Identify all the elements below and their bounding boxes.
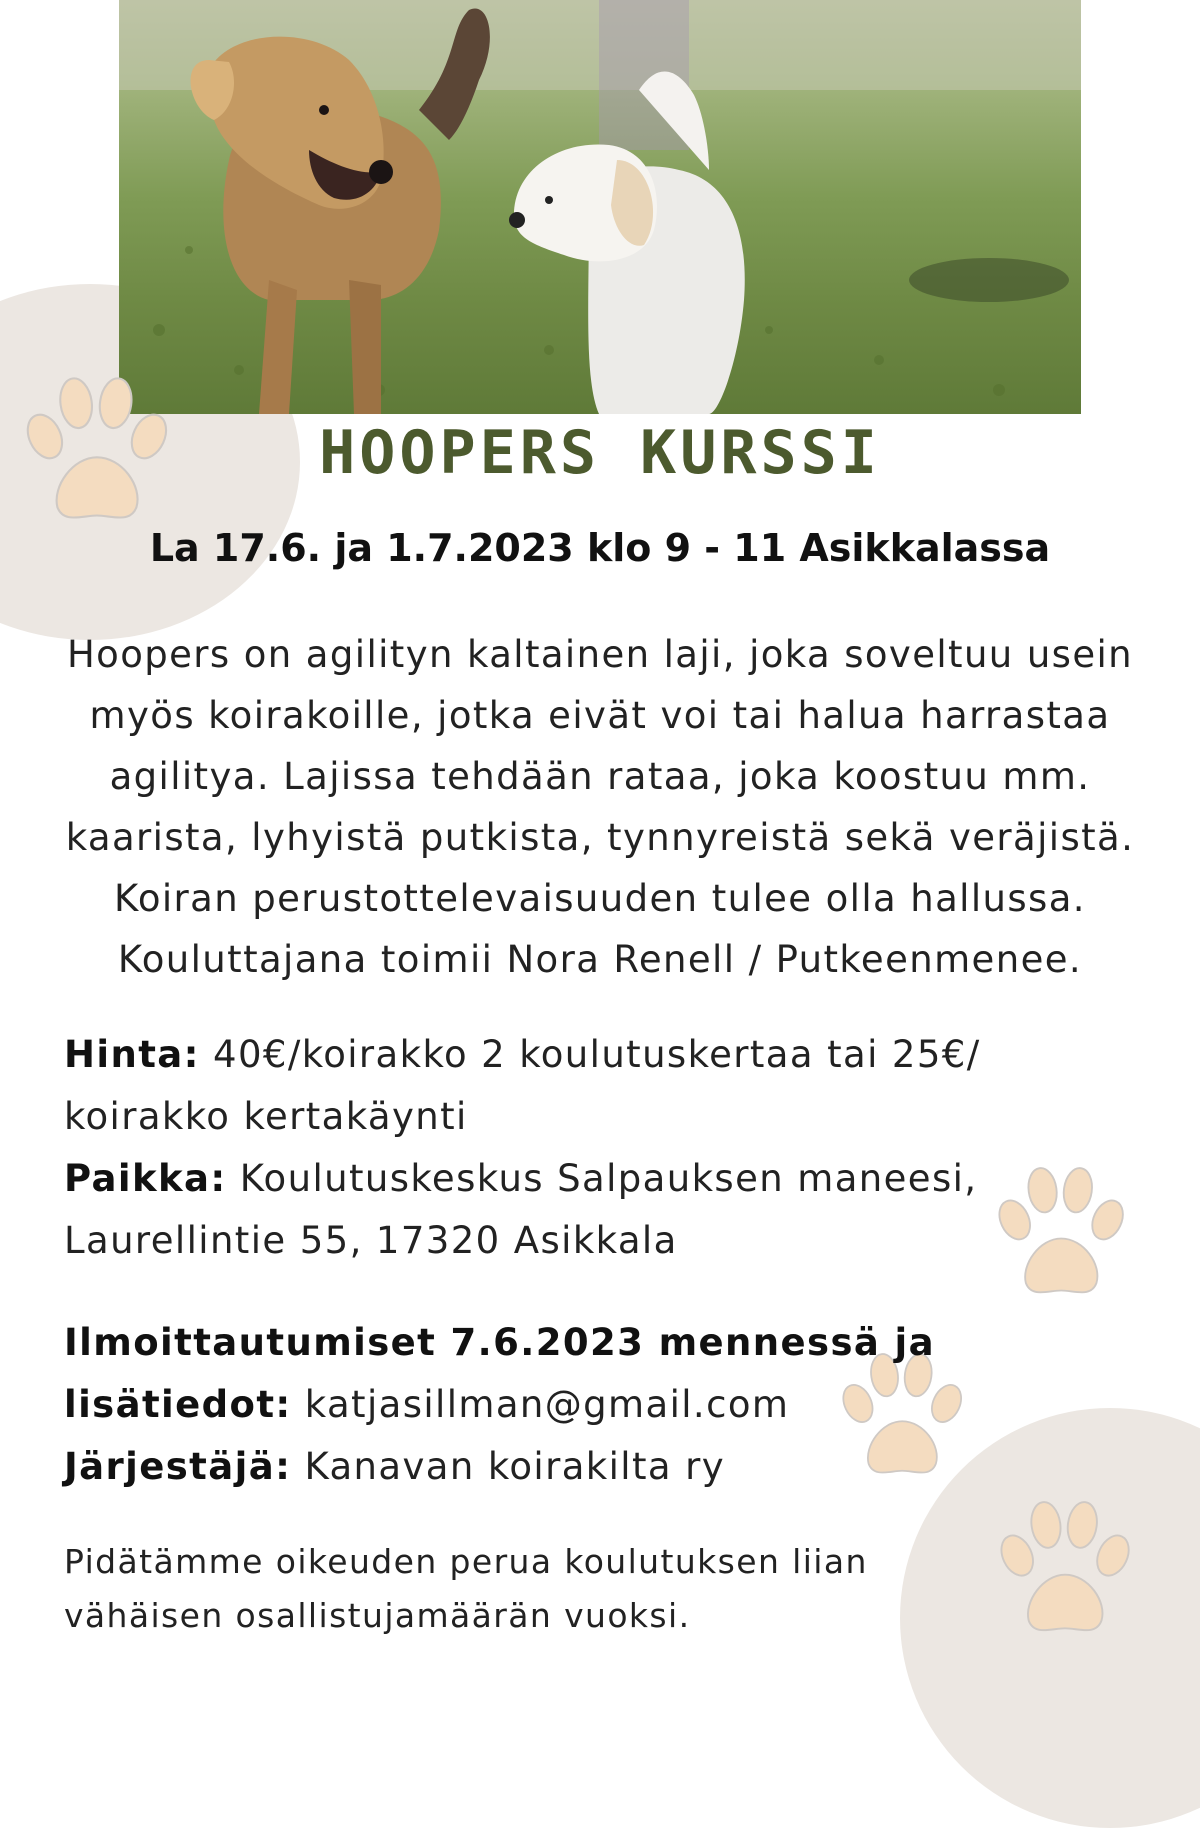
course-description (30, 624, 1170, 990)
price-line (64, 1024, 1064, 1086)
registration-line (64, 1312, 1064, 1374)
contact-email[interactable]: katjasillman@gmail.com (304, 1383, 790, 1426)
place-line (64, 1148, 1064, 1210)
page-title: HOOPERS KURSSI (319, 418, 881, 488)
contact-line (64, 1374, 1064, 1436)
organizer-label: Järjestäjä: (64, 1445, 292, 1488)
event-date-line: La 17.6. ja 1.7.2023 klo 9 - 11 Asikkalassa (149, 526, 1051, 570)
price-and-place (64, 1024, 1064, 1272)
note-line: Pidätämme oikeuden perua koulutuksen liian (64, 1542, 868, 1581)
price-label: Hinta: (64, 1033, 200, 1076)
description-line: kaarista, lyhyistä putkista, tynnyreistä sekä veräjistä. (65, 816, 1135, 859)
price-line-2: koirakko kertakäynti (64, 1095, 468, 1138)
registration-info (64, 1312, 1064, 1498)
cancellation-note (64, 1535, 964, 1643)
description-line: agilitya. Lajissa tehdään rataa, joka koostuu mm. (109, 755, 1091, 798)
contact-label: lisätiedot: (64, 1383, 292, 1426)
organizer-line (64, 1436, 1064, 1498)
note-line: vähäisen osallistujamäärän vuoksi. (64, 1596, 691, 1635)
place-label: Paikka: (64, 1157, 227, 1200)
description-line: Koiran perustottelevaisuuden tulee olla hallussa. (114, 877, 1086, 920)
place-text: Koulutuskeskus Salpauksen maneesi, (239, 1157, 978, 1200)
price-text: 40€/koirakko 2 koulutuskertaa tai 25€/ (213, 1033, 981, 1076)
dogs-photo (119, 0, 1081, 414)
description-line: Hoopers on agilityn kaltainen laji, joka soveltuu usein (66, 633, 1134, 676)
registration-deadline: Ilmoittautumiset 7.6.2023 mennessä ja (64, 1321, 935, 1364)
paw-print-icon (1000, 1495, 1134, 1641)
description-line: Kouluttajana toimii Nora Renell / Putkeenmenee. (117, 938, 1083, 981)
organizer-name: Kanavan koirakilta ry (304, 1445, 726, 1488)
description-line: myös koirakoille, jotka eivät voi tai halua harrastaa (89, 694, 1111, 737)
place-line-2: Laurellintie 55, 17320 Asikkala (64, 1219, 678, 1262)
